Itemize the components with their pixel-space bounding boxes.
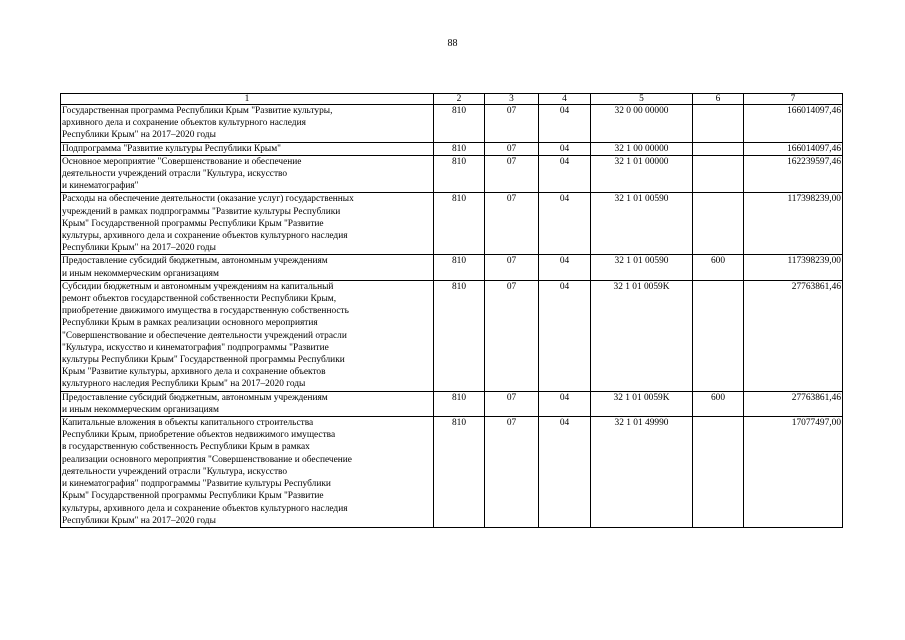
row-name-line: Предоставление субсидий бюджетным, автономным учреждениям bbox=[62, 256, 328, 267]
row-name-line: Крым "Развитие культуры, архивного дела и сохранение объектов bbox=[62, 367, 326, 378]
header-cell: 6 bbox=[693, 94, 744, 105]
table-row bbox=[61, 417, 843, 528]
subsection-code-cell: 04 bbox=[539, 193, 591, 255]
row-name-cell bbox=[61, 417, 434, 528]
row-name-line: деятельности учреждений отрасли "Культура, искусство bbox=[62, 466, 288, 477]
amount-cell: 166014097,46 bbox=[744, 142, 843, 155]
row-name-line: и кинематография" подпрограммы "Развитие культуры Республики bbox=[62, 479, 331, 490]
row-name-cell bbox=[61, 391, 434, 416]
row-name-line: Подпрограмма "Развитие культуры Республики Крым" bbox=[62, 143, 281, 154]
row-name-line: деятельности учреждений отрасли "Культура, искусство bbox=[62, 169, 288, 180]
subsection-code-cell: 04 bbox=[539, 391, 591, 416]
expense-type-cell bbox=[693, 105, 744, 143]
row-name-line: Предоставление субсидий бюджетным, автономным учреждениям bbox=[62, 392, 328, 403]
row-name-line: культурного наследия Республики Крым" на 2017–2020 годы bbox=[62, 379, 306, 390]
section-code-cell: 07 bbox=[485, 391, 539, 416]
row-name-line: и кинематография" bbox=[62, 181, 139, 192]
target-article-cell: 32 1 01 00000 bbox=[591, 155, 693, 193]
row-name-line: ремонт объектов государственной собственности Республики Крым, bbox=[62, 294, 337, 305]
table-row bbox=[61, 391, 843, 416]
subsection-code-cell: 04 bbox=[539, 142, 591, 155]
row-name-line: Субсидии бюджетным и автономным учреждениям на капитальный bbox=[62, 281, 334, 292]
header-cell: 3 bbox=[485, 94, 539, 105]
table-body bbox=[61, 105, 843, 528]
header-cell: 1 bbox=[61, 94, 434, 105]
amount-cell: 166014097,46 bbox=[744, 105, 843, 143]
row-name-line: культуры, архивного дела и сохранение объектов культурного наследия bbox=[62, 503, 348, 514]
section-code-cell: 07 bbox=[485, 255, 539, 280]
header-row bbox=[61, 94, 843, 105]
row-name-line: Капитальные вложения в объекты капитального строительства bbox=[62, 418, 314, 429]
table-row bbox=[61, 193, 843, 255]
target-article-cell: 32 1 01 0059K bbox=[591, 280, 693, 391]
row-name-line: и иным некоммерческим организациям bbox=[62, 404, 219, 415]
table-row bbox=[61, 255, 843, 280]
amount-cell: 117398239,00 bbox=[744, 193, 843, 255]
header-cell: 4 bbox=[539, 94, 591, 105]
row-name-line: культуры Республики Крым" Государственной программы Республики bbox=[62, 355, 345, 366]
row-name-line: Республики Крым, приобретение объектов недвижимого имущества bbox=[62, 430, 336, 441]
table-row bbox=[61, 280, 843, 391]
row-name-line: Расходы на обеспечение деятельности (оказание услуг) государственных bbox=[62, 194, 354, 205]
budget-table bbox=[60, 93, 843, 528]
admin-code-cell: 810 bbox=[434, 417, 485, 528]
page-number: 88 bbox=[447, 38, 458, 49]
row-name-line: учреждений в рамках подпрограммы "Развитие культуры Республики bbox=[62, 206, 341, 217]
row-name-cell bbox=[61, 155, 434, 193]
target-article-cell: 32 1 00 00000 bbox=[591, 142, 693, 155]
row-name-line: Республики Крым" на 2017–2020 годы bbox=[62, 243, 216, 254]
row-name-line: приобретение движимого имущества в государственную собственность bbox=[62, 306, 349, 317]
row-name-line: реализации основного мероприятия "Совершенствование и обеспечение bbox=[62, 454, 352, 465]
admin-code-cell: 810 bbox=[434, 255, 485, 280]
admin-code-cell: 810 bbox=[434, 391, 485, 416]
admin-code-cell: 810 bbox=[434, 280, 485, 391]
section-code-cell: 07 bbox=[485, 105, 539, 143]
header-cell: 7 bbox=[744, 94, 843, 105]
row-name-line: архивного дела и сохранение объектов культурного наследия bbox=[62, 118, 306, 129]
subsection-code-cell: 04 bbox=[539, 280, 591, 391]
row-name-line: Крым" Государственной программы Республики Крым "Развитие bbox=[62, 491, 324, 502]
row-name-line: Крым" Государственной программы Республики Крым "Развитие bbox=[62, 218, 324, 229]
row-name-line: Республики Крым" на 2017–2020 годы bbox=[62, 130, 216, 141]
amount-cell: 27763861,46 bbox=[744, 280, 843, 391]
table-row bbox=[61, 142, 843, 155]
admin-code-cell: 810 bbox=[434, 142, 485, 155]
header-cell: 2 bbox=[434, 94, 485, 105]
expense-type-cell bbox=[693, 417, 744, 528]
subsection-code-cell: 04 bbox=[539, 155, 591, 193]
row-name-cell bbox=[61, 193, 434, 255]
target-article-cell: 32 1 01 00590 bbox=[591, 193, 693, 255]
row-name-cell bbox=[61, 142, 434, 155]
target-article-cell: 32 1 01 49990 bbox=[591, 417, 693, 528]
expense-type-cell bbox=[693, 280, 744, 391]
expense-type-cell: 600 bbox=[693, 255, 744, 280]
section-code-cell: 07 bbox=[485, 280, 539, 391]
amount-cell: 162239597,46 bbox=[744, 155, 843, 193]
row-name-line: Государственная программа Республики Крым "Развитие культуры, bbox=[62, 106, 333, 116]
row-name-cell bbox=[61, 280, 434, 391]
row-name-line: Республики Крым в рамках реализации основного мероприятия bbox=[62, 318, 318, 329]
section-code-cell: 07 bbox=[485, 417, 539, 528]
amount-cell: 117398239,00 bbox=[744, 255, 843, 280]
row-name-cell bbox=[61, 105, 434, 143]
subsection-code-cell: 04 bbox=[539, 255, 591, 280]
header-cell: 5 bbox=[591, 94, 693, 105]
target-article-cell: 32 0 00 00000 bbox=[591, 105, 693, 143]
target-article-cell: 32 1 01 00590 bbox=[591, 255, 693, 280]
row-name-line: Республики Крым" на 2017–2020 годы bbox=[62, 515, 216, 526]
expense-type-cell bbox=[693, 193, 744, 255]
expense-type-cell bbox=[693, 142, 744, 155]
table-row bbox=[61, 105, 843, 143]
expense-type-cell: 600 bbox=[693, 391, 744, 416]
amount-cell: 17077497,00 bbox=[744, 417, 843, 528]
amount-cell: 27763861,46 bbox=[744, 391, 843, 416]
admin-code-cell: 810 bbox=[434, 155, 485, 193]
row-name-line: культуры, архивного дела и сохранение объектов культурного наследия bbox=[62, 231, 348, 242]
subsection-code-cell: 04 bbox=[539, 105, 591, 143]
subsection-code-cell: 04 bbox=[539, 417, 591, 528]
expense-type-cell bbox=[693, 155, 744, 193]
table-row bbox=[61, 155, 843, 193]
row-name-line: "Совершенствование и обеспечение деятельности учреждений отрасли bbox=[62, 330, 347, 341]
row-name-cell bbox=[61, 255, 434, 280]
admin-code-cell: 810 bbox=[434, 105, 485, 143]
row-name-line: в государственную собственность Республики Крым в рамках bbox=[62, 442, 310, 453]
row-name-line: Основное мероприятие "Совершенствование и обеспечение bbox=[62, 156, 302, 167]
section-code-cell: 07 bbox=[485, 193, 539, 255]
target-article-cell: 32 1 01 0059K bbox=[591, 391, 693, 416]
row-name-line: и иным некоммерческим организациям bbox=[62, 268, 219, 279]
row-name-line: "Культура, искусство и кинематография" подпрограммы "Развитие bbox=[62, 342, 329, 353]
section-code-cell: 07 bbox=[485, 142, 539, 155]
section-code-cell: 07 bbox=[485, 155, 539, 193]
admin-code-cell: 810 bbox=[434, 193, 485, 255]
